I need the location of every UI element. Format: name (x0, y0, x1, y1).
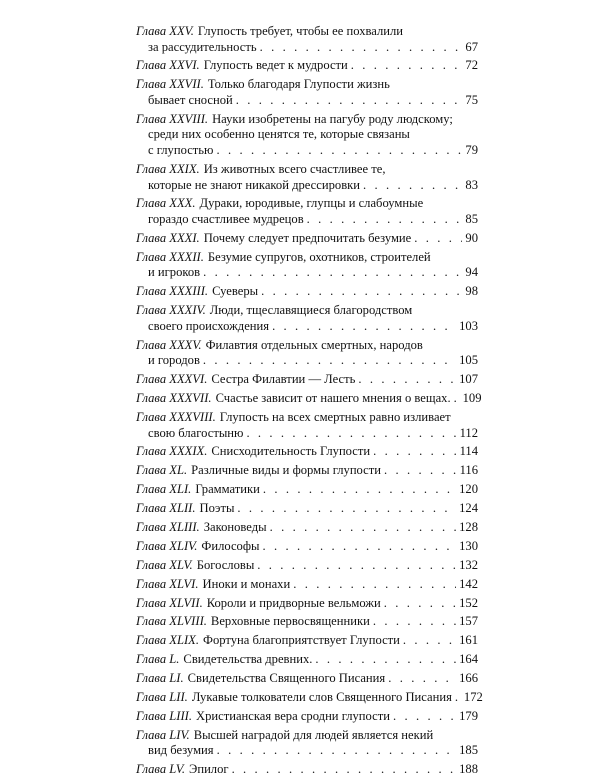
toc-entry-line (136, 58, 478, 74)
chapter-title: Из животных всего счастливее те, (203, 161, 386, 176)
chapter-label: Глава XXXIV. (136, 303, 206, 318)
page-number: 164 (459, 652, 478, 667)
toc-entry (136, 77, 478, 108)
page-number: 90 (465, 230, 478, 245)
dot-leader (216, 143, 462, 159)
dot-leader (373, 614, 456, 630)
chapter-label: Глава XXXII. (136, 249, 204, 264)
page-number: 75 (465, 92, 478, 107)
chapter-title: и городов (148, 353, 200, 368)
toc-entry-line (136, 143, 478, 159)
dot-leader (393, 709, 456, 725)
toc-entry-line (136, 633, 478, 649)
toc-entry (136, 24, 478, 55)
chapter-title: за рассудительность (148, 39, 257, 54)
chapter-label: Глава XLI. (136, 482, 192, 497)
toc-entry (136, 162, 478, 193)
page-number: 116 (459, 463, 478, 478)
toc-entry-line (136, 652, 478, 668)
toc-entry (136, 558, 478, 574)
toc-entry (136, 284, 478, 300)
dot-leader (307, 212, 463, 228)
chapter-title: Науки изобретены на пагубу роду людскому; (212, 111, 453, 126)
chapter-title: Глупость на всех смертных равно изливает (219, 409, 451, 424)
toc-entry (136, 231, 478, 247)
chapter-title: Христианская вера сродни глупости (196, 708, 390, 723)
toc-entry (136, 391, 482, 407)
toc-entry-line (136, 558, 478, 574)
toc-entry-line (136, 689, 483, 706)
dot-leader (263, 482, 456, 498)
chapter-title: и игроков (148, 265, 201, 280)
page-number: 107 (459, 372, 478, 387)
dot-leader (315, 652, 456, 668)
toc-entry (136, 196, 478, 227)
toc-entry-line (136, 482, 478, 498)
table-of-contents (136, 24, 483, 781)
page-number: 132 (459, 557, 478, 572)
dot-leader (270, 520, 457, 536)
chapter-label: Глава LIII. (136, 708, 192, 723)
chapter-title: Сестра Филавтии — Лесть (211, 372, 356, 387)
page-number: 166 (459, 671, 478, 686)
chapter-title: которые не знают никакой дрессировки (148, 177, 361, 192)
chapter-label: Глава XXXVII. (136, 391, 212, 406)
toc-entry (136, 250, 478, 281)
toc-entry-line (136, 743, 478, 759)
page-number: 105 (459, 353, 478, 368)
chapter-title: Счастье зависит от нашего мнения о вещах. (215, 391, 451, 406)
toc-entry-line (136, 162, 478, 178)
chapter-title: Суеверы (212, 284, 259, 299)
chapter-title: Снисходительность Глупости (211, 444, 371, 459)
page-number: 124 (459, 501, 478, 516)
toc-entry (136, 501, 478, 517)
toc-entry (136, 410, 478, 441)
dot-leader (414, 231, 462, 247)
chapter-label: Глава XLIX. (136, 633, 199, 648)
toc-entry-line (136, 250, 478, 266)
toc-entry-line (136, 127, 478, 143)
toc-entry-line (136, 284, 478, 300)
dot-leader (454, 391, 460, 407)
chapter-label: Глава XXXI. (136, 230, 200, 245)
toc-entry-line (136, 77, 478, 93)
dot-leader (363, 178, 462, 194)
chapter-title: Свидетельства древних. (183, 652, 313, 667)
chapter-title: Дураки, юродивые, глупцы и слабоумные (199, 196, 424, 211)
page-number: 185 (459, 743, 478, 758)
page-number: 128 (459, 519, 478, 534)
toc-entry-line (136, 338, 478, 354)
chapter-title: вид безумия (148, 743, 214, 758)
page-number: 172 (463, 689, 483, 704)
dot-leader (203, 353, 456, 369)
toc-entry (136, 709, 478, 725)
toc-entry-line (136, 372, 478, 388)
page-number: 112 (459, 425, 478, 440)
toc-entry-line (136, 265, 478, 281)
chapter-title: Различные виды и формы глупости (191, 463, 381, 478)
chapter-label: Глава XXVII. (136, 77, 204, 92)
page-number: 130 (459, 538, 478, 553)
chapter-title: Глупость требует, чтобы ее похвалили (197, 24, 404, 38)
chapter-title: свою благостыню (148, 425, 244, 440)
toc-entry (136, 539, 478, 555)
chapter-label: Глава XXX. (136, 196, 196, 211)
page-number: 83 (465, 177, 478, 192)
toc-entry-line (136, 391, 482, 407)
chapter-title: Свидетельства Священного Писания (187, 671, 386, 686)
dot-leader (237, 501, 456, 517)
chapter-title: своего происхождения (148, 318, 270, 333)
page-number: 142 (459, 576, 478, 591)
toc-entry (136, 728, 478, 759)
chapter-title: Верховные первосвященники (210, 614, 370, 629)
page-number: 120 (459, 482, 478, 497)
chapter-title: Фортуна благоприятствует Глупости (203, 633, 400, 648)
chapter-title: Почему следует предпочитать безумие (203, 230, 412, 245)
dot-leader (203, 265, 462, 281)
chapter-title: с глупостью (148, 143, 214, 158)
toc-entry (136, 577, 478, 593)
toc-entry (136, 689, 483, 706)
dot-leader (351, 58, 463, 74)
toc-entry (136, 671, 478, 687)
toc-entry-line (136, 463, 478, 479)
chapter-title: Богословы (196, 557, 255, 572)
dot-leader (236, 93, 463, 109)
toc-entry-line (136, 196, 478, 212)
chapter-title: Люди, тщеславящиеся благородством (209, 303, 413, 318)
toc-entry-line (136, 539, 478, 555)
chapter-label: Глава XXXV. (136, 337, 202, 352)
chapter-label: Глава XXVI. (136, 58, 200, 73)
toc-entry-line (136, 410, 478, 426)
toc-entry (136, 463, 478, 479)
chapter-title: Эпилог (189, 762, 229, 777)
toc-entry-line (136, 520, 478, 536)
dot-leader (388, 671, 456, 687)
page-number: 152 (459, 595, 478, 610)
chapter-label: Глава XLIII. (136, 519, 200, 534)
dot-leader (384, 463, 457, 479)
chapter-title: Поэты (199, 501, 235, 516)
chapter-label: Глава XXVIII. (136, 111, 209, 126)
toc-entry (136, 596, 478, 612)
toc-entry-line (136, 426, 478, 442)
toc-entry-line (136, 614, 478, 630)
chapter-label: Глава XLII. (136, 501, 196, 516)
chapter-title: бывает сносной (148, 92, 233, 107)
chapter-title: Иноки и монахи (202, 576, 291, 591)
toc-entry (136, 58, 478, 74)
page-number: 98 (465, 284, 478, 299)
dot-leader (217, 743, 457, 759)
dot-leader (246, 426, 456, 442)
toc-entry-line (136, 319, 478, 335)
dot-leader (260, 40, 463, 56)
chapter-title: Глупость ведет к мудрости (203, 58, 348, 73)
chapter-title: Высшей наградой для людей является некий (193, 727, 434, 742)
chapter-title: Безумие супругов, охотников, строителей (207, 249, 431, 264)
dot-leader (455, 690, 461, 706)
chapter-label: Глава LI. (136, 671, 184, 686)
toc-entry-line (136, 212, 478, 228)
chapter-label: Глава XLV. (136, 557, 193, 572)
chapter-label: Глава LV. (136, 762, 186, 777)
page-number: 114 (459, 444, 478, 459)
chapter-label: Глава L. (136, 652, 180, 667)
dot-leader (262, 539, 456, 555)
toc-entry (136, 520, 478, 536)
chapter-label: Глава XXIX. (136, 161, 200, 176)
toc-entry-line (136, 231, 478, 247)
chapter-title: среди них особенно ценятся те, которые связаны (148, 127, 410, 142)
chapter-label: Глава XLIV. (136, 538, 198, 553)
toc-entry (136, 112, 478, 159)
chapter-label: Глава LII. (136, 689, 188, 704)
toc-entry (136, 338, 478, 369)
chapter-title: Только благодаря Глупости жизнь (207, 77, 390, 92)
toc-entry (136, 482, 478, 498)
toc-entry-line (136, 596, 478, 612)
toc-entry-line (136, 353, 478, 369)
chapter-title: Лукавые толкователи слов Священного Писания (191, 689, 452, 704)
toc-entry (136, 633, 478, 649)
toc-entry-line (136, 501, 478, 517)
toc-entry (136, 372, 478, 388)
chapter-label: Глава XL. (136, 463, 188, 478)
toc-entry-line (136, 671, 478, 687)
chapter-title: Философы (201, 538, 260, 553)
chapter-label: Глава XXXIII. (136, 284, 209, 299)
page-number: 179 (459, 708, 478, 723)
chapter-label: Глава LIV. (136, 727, 190, 742)
toc-entry-line (136, 303, 478, 319)
chapter-label: Глава XXXVIII. (136, 409, 216, 424)
dot-leader (358, 372, 456, 388)
page-number: 103 (459, 318, 478, 333)
toc-entry-line (136, 728, 478, 744)
toc-entry (136, 444, 478, 460)
toc-entry-line (136, 24, 478, 40)
toc-entry-line (136, 577, 478, 593)
chapter-label: Глава XXXIX. (136, 444, 208, 459)
chapter-label: Глава XXV. (136, 24, 194, 38)
page-number: 161 (459, 633, 478, 648)
toc-entry (136, 762, 478, 778)
page-number: 85 (465, 212, 478, 227)
page-number: 157 (459, 614, 478, 629)
toc-entry-line (136, 762, 478, 778)
chapter-label: Глава XLVI. (136, 576, 199, 591)
page-number: 67 (465, 39, 478, 54)
chapter-title: Короли и придворные вельможи (206, 595, 381, 610)
chapter-title: Филавтия отдельных смертных, народов (205, 337, 423, 352)
toc-entry (136, 652, 478, 668)
toc-entry-line (136, 40, 478, 56)
toc-entry-line (136, 709, 478, 725)
dot-leader (261, 284, 462, 300)
page-number: 109 (462, 391, 482, 406)
dot-leader (232, 762, 457, 778)
toc-entry-line (136, 112, 478, 128)
chapter-title: Законоведы (203, 519, 267, 534)
page-number: 94 (465, 265, 478, 280)
page-number: 72 (465, 58, 478, 73)
chapter-label: Глава XLVII. (136, 595, 203, 610)
chapter-label: Глава XXXVI. (136, 372, 208, 387)
toc-entry (136, 614, 478, 630)
toc-entry-line (136, 93, 478, 109)
chapter-title: гораздо счастливее мудрецов (148, 212, 304, 227)
dot-leader (257, 558, 456, 574)
dot-leader (373, 444, 456, 460)
dot-leader (293, 577, 456, 593)
toc-entry (136, 303, 478, 334)
toc-entry-line (136, 178, 478, 194)
page-number: 188 (459, 762, 478, 777)
dot-leader (403, 633, 456, 649)
chapter-title: Грамматики (195, 482, 260, 497)
page-number: 79 (465, 143, 478, 158)
dot-leader (272, 319, 456, 335)
toc-entry-line (136, 444, 478, 460)
dot-leader (384, 596, 456, 612)
chapter-label: Глава XLVIII. (136, 614, 207, 629)
